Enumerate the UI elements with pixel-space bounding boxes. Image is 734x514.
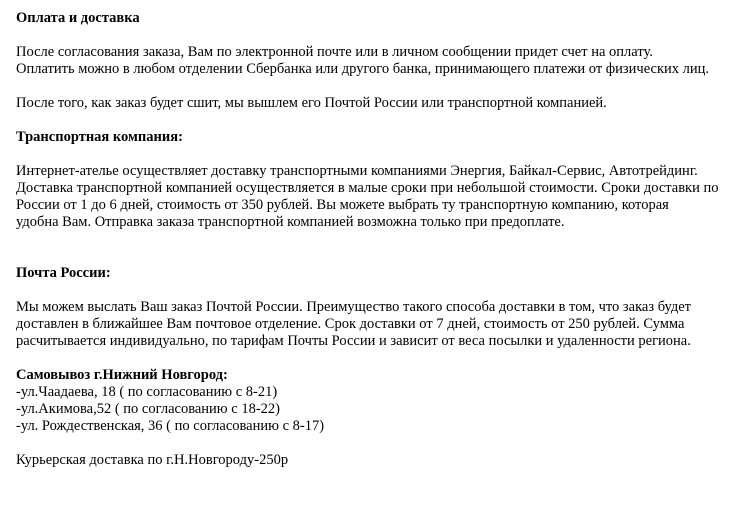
pickup-address: -ул. Рождественская, 36 ( по согласованию с 8-17) — [16, 418, 325, 434]
after-order-text: После того, как заказ будет сшит, мы вышлем его Почтой России или транспортной компанией. — [16, 95, 607, 111]
payment-line-1: После согласования заказа, Вам по электронной почте или в личном сообщении придет счет на оплату. — [16, 44, 653, 60]
post-line-1: Мы можем выслать Ваш заказ Почтой России. Преимущество такого способа доставки в том, что заказ будет — [16, 299, 692, 315]
payment-line-2: Оплатить можно в любом отделении Сбербанка или другого банка, принимающего платежи от физических лиц. — [16, 61, 710, 77]
transport-line-2: Доставка транспортной компанией осуществляется в малые сроки при небольшой стоимости. Сроки доставки по — [16, 180, 719, 196]
courier-text: Курьерская доставка по г.Н.Новгороду-250р — [16, 452, 289, 468]
transport-line-3: России от 1 до 6 дней, стоимость от 350 рублей. Вы можете выбрать ту транспортную компанию, которая — [16, 197, 669, 213]
pickup-address: -ул.Чаадаева, 18 ( по согласованию с 8-21) — [16, 384, 278, 400]
pickup-address: -ул.Акимова,52 ( по согласованию с 18-22) — [16, 401, 280, 417]
transport-line-1: Интернет-ателье осуществляет доставку транспортными компаниями Энергия, Байкал-Сервис, Автотрейдинг. — [16, 163, 698, 179]
post-line-2: доставлен в ближайшее Вам почтовое отделение. Срок доставки от 7 дней, стоимость от 250 рублей. Сумма — [16, 316, 685, 332]
pickup-heading: Самовывоз г.Нижний Новгород: — [16, 367, 228, 383]
transport-line-4: удобна Вам. Отправка заказа транспортной компанией возможна только при предоплате. — [16, 214, 565, 230]
post-line-3: расчитывается индивидуально, по тарифам Почты России и зависит от веса посылки и удаленности региона. — [16, 333, 691, 349]
delivery-info-page — [16, 10, 728, 469]
payment-heading: Оплата и доставка — [16, 10, 140, 26]
post-heading: Почта России: — [16, 265, 111, 281]
transport-heading: Транспортная компания: — [16, 129, 183, 145]
